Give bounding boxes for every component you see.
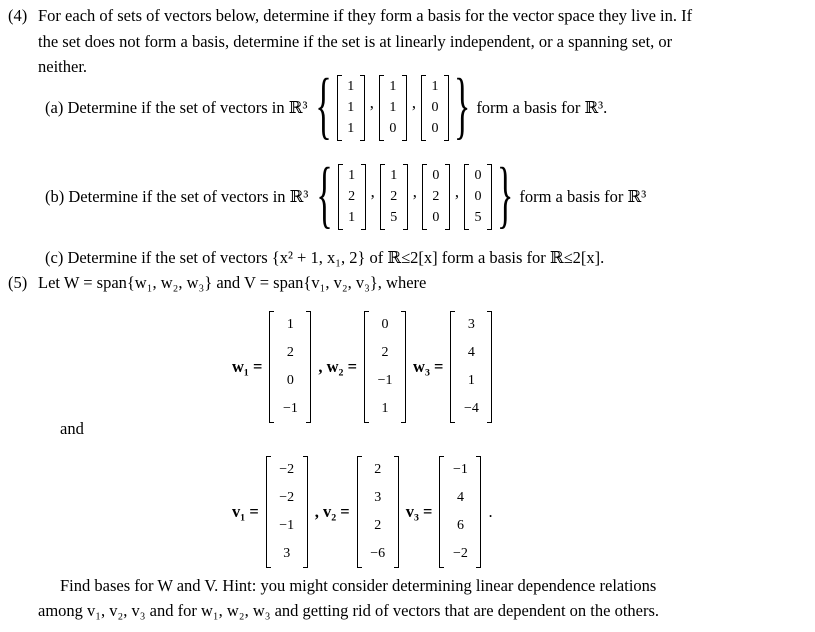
vector-entry: 1 <box>389 99 397 115</box>
vector-entry: 1 <box>347 99 355 115</box>
right-bracket <box>401 311 406 423</box>
vector-entries <box>444 456 476 568</box>
column-vector <box>380 164 408 230</box>
vector-entries <box>385 164 403 230</box>
vector-entry: 1 <box>389 78 397 94</box>
comma: , <box>412 182 417 201</box>
column-vector <box>379 75 407 141</box>
vector-entry: 2 <box>432 188 440 204</box>
v-vectors <box>228 454 493 570</box>
vector-entry: 1 <box>431 78 439 94</box>
problem-4-text-line: the set does not form a basis, determine if the set is at linearly independent, or a spanning set, or <box>38 32 673 51</box>
comma: , <box>411 93 416 112</box>
column-vector <box>439 456 481 568</box>
vector-entries <box>384 75 402 141</box>
vector-entry: 1 <box>348 210 356 226</box>
vector-name: , w₂ = <box>318 357 358 376</box>
column-vector <box>266 456 308 568</box>
vector-entry: 1 <box>347 121 355 137</box>
and-text: and <box>60 419 84 438</box>
column-vector <box>450 311 492 423</box>
column-vector <box>357 456 399 568</box>
vector-entry: 0 <box>432 210 440 226</box>
vector-name: v₃ = <box>405 502 433 521</box>
column-vector <box>422 164 450 230</box>
problem-5-text: Let W = span{w₁, w₂, w₃} and V = span{v₁, v₂, v₃}, where <box>38 273 427 292</box>
vector-name: , v₂ = <box>314 502 350 521</box>
right-bracket <box>403 164 408 230</box>
vector-name: w₁ = <box>232 357 263 376</box>
column-vector <box>338 164 366 230</box>
vector-entry: 3 <box>467 317 475 332</box>
vector-entry: 0 <box>474 188 482 204</box>
vector-entry: 0 <box>381 317 389 332</box>
right-bracket <box>444 75 449 141</box>
w-vectors <box>228 309 495 425</box>
vector-entries <box>469 164 487 230</box>
vector-entries <box>455 311 487 423</box>
vector-entry: −2 <box>453 546 468 561</box>
right-bracket <box>445 164 450 230</box>
column-vector <box>269 311 311 423</box>
part-a-vectors <box>334 75 452 141</box>
vector-entry: 0 <box>286 373 294 388</box>
vector-entries <box>426 75 444 141</box>
vector-entry: −1 <box>377 373 393 388</box>
column-vector <box>421 75 449 141</box>
right-bracket <box>487 311 492 423</box>
left-brace: { <box>315 66 332 148</box>
vector-entry: 5 <box>390 210 398 226</box>
vector-entries <box>427 164 445 230</box>
vector-entries <box>369 311 401 423</box>
vector-entry: 2 <box>286 345 294 360</box>
vector-entry: 5 <box>474 210 482 226</box>
vector-entry: 1 <box>381 401 389 416</box>
hint-text-line: among v₁, v₂, v₃ and for w₁, w₂, w₃ and getting rid of vectors that are dependent on the others. <box>38 601 660 620</box>
vector-entry: −2 <box>279 490 295 505</box>
vector-entry: 2 <box>348 188 356 204</box>
vector-entry: 0 <box>389 121 397 137</box>
vector-entry: 1 <box>348 167 356 183</box>
vector-entry: −1 <box>279 518 295 533</box>
vector-entry: 2 <box>374 462 382 477</box>
vector-entry: 2 <box>381 345 389 360</box>
vector-entry: −4 <box>463 401 479 416</box>
vector-entries <box>271 456 303 568</box>
part-b-suffix: form a basis for ℝ³ <box>519 187 647 206</box>
vector-entry: 2 <box>374 518 382 533</box>
vector-entries <box>343 164 361 230</box>
part-a-suffix: form a basis for ℝ³. <box>476 98 608 117</box>
problem-4-text-line: For each of sets of vectors below, determine if they form a basis for the vector space they live in. If <box>38 6 693 25</box>
vector-entry: 0 <box>431 99 439 115</box>
comma: , <box>370 182 375 201</box>
comma: , <box>369 93 374 112</box>
vector-entry: −1 <box>282 401 298 416</box>
right-bracket <box>476 456 481 568</box>
vector-entry: 4 <box>467 345 475 360</box>
vector-entry: −6 <box>370 546 386 561</box>
part-b <box>45 155 647 237</box>
right-bracket <box>306 311 311 423</box>
right-bracket <box>361 164 366 230</box>
right-bracket <box>402 75 407 141</box>
part-a-label: (a) Determine if the set of vectors in ℝ³ <box>45 98 308 117</box>
vector-entry: 1 <box>390 167 398 183</box>
vector-entry: 3 <box>374 490 382 505</box>
column-vector <box>464 164 492 230</box>
period: . <box>488 502 493 521</box>
right-brace: } <box>497 155 514 237</box>
comma: , <box>454 182 460 201</box>
part-b-label: (b) Determine if the set of vectors in ℝ³ <box>45 187 309 206</box>
vector-entry: 0 <box>432 167 440 183</box>
vector-entry: −1 <box>453 462 468 477</box>
vector-entry: 4 <box>456 490 464 505</box>
column-vector <box>364 311 406 423</box>
vector-entry: −2 <box>279 462 295 477</box>
vector-entries <box>274 311 306 423</box>
part-a <box>45 66 608 148</box>
vector-entry: 1 <box>467 373 475 388</box>
vector-name: v₁ = <box>232 502 259 521</box>
right-bracket <box>394 456 399 568</box>
vector-entry: 3 <box>283 546 291 561</box>
vector-entry: 1 <box>347 78 355 94</box>
problem-4-number: (4) <box>8 6 28 25</box>
right-bracket <box>303 456 308 568</box>
problem-4-text-line: neither. <box>38 57 88 76</box>
problem-5-number: (5) <box>8 273 28 292</box>
vector-entry: 1 <box>286 317 294 332</box>
vector-entry: 0 <box>431 121 439 137</box>
part-b-vectors <box>335 164 495 230</box>
right-bracket <box>487 164 492 230</box>
part-c-text: (c) Determine if the set of vectors {x² + 1, x₁, 2} of ℝ≤2[x] form a basis for ℝ≤2[x]. <box>45 248 605 267</box>
right-brace: } <box>453 66 471 148</box>
vector-name: w₃ = <box>413 357 444 376</box>
hint-text-line: Find bases for W and V. Hint: you might consider determining linear dependence relations <box>60 576 657 595</box>
right-bracket <box>360 75 365 141</box>
vector-entry: 6 <box>456 518 464 533</box>
vector-entry: 2 <box>390 188 398 204</box>
vector-entries <box>342 75 360 141</box>
vector-entry: 0 <box>474 167 482 183</box>
left-brace: { <box>316 155 333 237</box>
vector-entries <box>362 456 394 568</box>
column-vector <box>337 75 365 141</box>
